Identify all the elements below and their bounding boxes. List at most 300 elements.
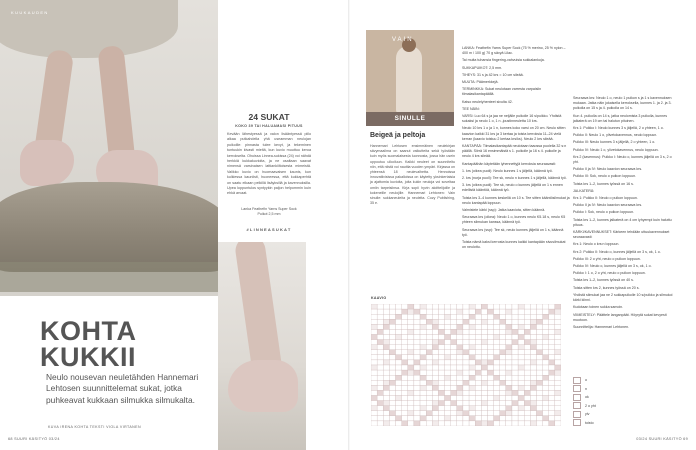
chart-cell (389, 319, 395, 324)
chart-cell (555, 390, 561, 395)
chart-cell (524, 324, 530, 329)
chart-cell (481, 360, 487, 365)
chart-cell (500, 345, 506, 350)
chart-cell (469, 416, 475, 421)
chart-cell (377, 360, 383, 365)
chart-cell (438, 350, 444, 355)
chart-cell (420, 390, 426, 395)
legend-label: 2 o yht (585, 403, 596, 408)
chart-cell (383, 370, 389, 375)
chart-cell (536, 416, 542, 421)
chart-cell (536, 335, 542, 340)
chart-cell (506, 350, 512, 355)
chart-cell (536, 380, 542, 385)
chart-cell (414, 309, 420, 314)
chart-cell (481, 340, 487, 345)
chart-cell (487, 304, 493, 309)
chart-cell (524, 350, 530, 355)
chart-cell (506, 390, 512, 395)
chart-cell (500, 421, 506, 426)
chart-cell (549, 401, 555, 406)
col2-paragraph: SUKKAPUIKOT: 2,5 mm. (462, 65, 503, 70)
chart-cell (457, 329, 463, 334)
chart-cell (549, 421, 555, 426)
chart-cell (524, 396, 530, 401)
chart-cell (530, 360, 536, 365)
chart-cell (383, 365, 389, 370)
chart-cell (481, 309, 487, 314)
chart-cell (432, 385, 438, 390)
chart-cell (438, 314, 444, 319)
col2-paragraph: Kantapäähän käytetään lyhennettyjä kerroksia seuraavasti: (462, 161, 557, 166)
chart-cell (543, 309, 549, 314)
chart-cell (383, 340, 389, 345)
chart-cell (524, 411, 530, 416)
col2-paragraph: VARSI: Luo 64 s ja jaa ne neljälle puikolle 16 s/puikko. Yhdistä sukaksi ja neulo 1 o, 1 n -joustinneuletta 10 krs. (462, 114, 562, 124)
chart-cell (475, 329, 481, 334)
chart-cell (536, 319, 542, 324)
chart-cell (445, 416, 451, 421)
chart-cell (408, 401, 414, 406)
chart-cell (536, 375, 542, 380)
chart-cell (389, 385, 395, 390)
chart-cell (543, 406, 549, 411)
chart-cell (402, 370, 408, 375)
chart-cell (432, 350, 438, 355)
chart-cell (371, 314, 377, 319)
chart-cell (420, 406, 426, 411)
chart-cell (389, 390, 395, 395)
chart-cell (536, 370, 542, 375)
chart-cell (524, 314, 530, 319)
chart-cell (457, 370, 463, 375)
chart-cell (530, 416, 536, 421)
chart-cell (451, 380, 457, 385)
chart-cell (475, 385, 481, 390)
chart-cell (402, 396, 408, 401)
chart-cell (463, 345, 469, 350)
chart-cell (383, 329, 389, 334)
chart-cell (549, 355, 555, 360)
page-footer-right: 03/24 SUURI KÄSITYÖ 69 (636, 437, 688, 441)
chart-cell (389, 370, 395, 375)
chart-cell (445, 345, 451, 350)
chart-cell (457, 314, 463, 319)
chart-cell (530, 380, 536, 385)
chart-cell (377, 406, 383, 411)
legend-item (573, 419, 633, 428)
chart-cell (377, 421, 383, 426)
chart-cell (494, 340, 500, 345)
chart-cell (475, 350, 481, 355)
chart-cell (469, 411, 475, 416)
chart-cell (475, 370, 481, 375)
chart-cell (451, 350, 457, 355)
chart-cell (506, 304, 512, 309)
chart-cell (371, 319, 377, 324)
col3-paragraph: Toista krs 1–2, kunnes työssä on 40 s. (573, 278, 634, 283)
chart-cell (530, 304, 536, 309)
chart-cell (549, 329, 555, 334)
chart-cell (512, 385, 518, 390)
chart-cell (487, 385, 493, 390)
chart-cell (494, 345, 500, 350)
chart-cell (426, 319, 432, 324)
chart-cell (426, 350, 432, 355)
chart-cell (475, 411, 481, 416)
chart-cell (396, 345, 402, 350)
chart-cell (402, 345, 408, 350)
chart-cell (506, 365, 512, 370)
chart-cell (457, 411, 463, 416)
chart-cell (402, 416, 408, 421)
chart-cell (463, 375, 469, 380)
chart-cell (487, 370, 493, 375)
chart-cell (481, 411, 487, 416)
chart-cell (469, 380, 475, 385)
chart-cell (408, 314, 414, 319)
chart-cell (469, 350, 475, 355)
chart-cell (402, 324, 408, 329)
chart-cell (500, 335, 506, 340)
chart-cell (512, 304, 518, 309)
chart-cell (389, 355, 395, 360)
chart-cell (512, 360, 518, 365)
chart-cell (481, 324, 487, 329)
chart-cell (555, 370, 561, 375)
chart-cell (432, 324, 438, 329)
legend-label: n (585, 386, 587, 391)
chart-cell (396, 385, 402, 390)
chart-cell (396, 380, 402, 385)
chart-cell (475, 390, 481, 395)
chart-cell (524, 365, 530, 370)
col3-paragraph: Puikko I: 1 o, 2 o yht, neulo o puikon loppuun. (573, 271, 646, 276)
chart-cell (408, 350, 414, 355)
chart-cell (377, 340, 383, 345)
chart-cell (530, 385, 536, 390)
chart-cell (481, 380, 487, 385)
chart-cell (445, 406, 451, 411)
chart-cell (457, 340, 463, 345)
col3-paragraph: Kudotaan toinen sukka samoin. (573, 305, 624, 310)
chart-cell (432, 335, 438, 340)
chart-cell (543, 329, 549, 334)
chart-cell (481, 401, 487, 406)
chart-cell (494, 421, 500, 426)
chart-cell (438, 304, 444, 309)
chart-cell (518, 319, 524, 324)
chart-cell (518, 421, 524, 426)
col3-paragraph: Toista krs 1–2, kunnes jalkaterä on 4 cm lyhyempi kuin haluttu pituus. (573, 217, 672, 227)
chart-cell (420, 304, 426, 309)
chart-cell (371, 370, 377, 375)
chart-cell (487, 390, 493, 395)
chart-cell (402, 421, 408, 426)
chart-cell (371, 421, 377, 426)
chart-cell (396, 396, 402, 401)
chart-cell (494, 365, 500, 370)
chart-cell (445, 411, 451, 416)
chart-cell (543, 335, 549, 340)
chart-cell (494, 350, 500, 355)
chart-cell (518, 329, 524, 334)
chart-cell (530, 345, 536, 350)
chart-cell (426, 309, 432, 314)
chart-cell (432, 309, 438, 314)
chart-cell (383, 319, 389, 324)
chart-cell (383, 304, 389, 309)
chart-cell (500, 324, 506, 329)
chart-cell (481, 350, 487, 355)
chart-label: KAAVIO (371, 296, 387, 300)
chart-cell (438, 319, 444, 324)
legend-swatch (573, 394, 581, 401)
col3-paragraph: Puikko III: Neulo kunnes 3 s jäljellä, 2 o yhteen, 1 o. (573, 140, 656, 145)
legend-label: ok (585, 395, 589, 399)
chart-cell (451, 355, 457, 360)
chart-cell (408, 335, 414, 340)
legend-swatch (573, 419, 581, 426)
chart-cell (420, 396, 426, 401)
chart-cell (536, 304, 542, 309)
chart-cell (426, 370, 432, 375)
chart-cell (524, 370, 530, 375)
chart-cell (377, 335, 383, 340)
chart-cell (518, 380, 524, 385)
chart-cell (518, 401, 524, 406)
chart-cell (383, 401, 389, 406)
chart-cell (463, 416, 469, 421)
chart-cell (438, 309, 444, 314)
chart-cell (543, 370, 549, 375)
chart-cell (451, 345, 457, 350)
chart-cell (543, 401, 549, 406)
chart-cell (463, 385, 469, 390)
chart-cell (457, 380, 463, 385)
chart-cell (371, 365, 377, 370)
chart-cell (506, 319, 512, 324)
chart-cell (494, 355, 500, 360)
chart-cell (371, 340, 377, 345)
chart-cell (543, 350, 549, 355)
chart-cell (438, 345, 444, 350)
chart-cell (500, 396, 506, 401)
col3-paragraph: Puikko I: Sok, neulo o puikon loppuun. (573, 210, 635, 215)
chart-cell (432, 380, 438, 385)
chart-cell (389, 314, 395, 319)
chart-cell (389, 380, 395, 385)
chart-cell (432, 360, 438, 365)
chart-cell (432, 406, 438, 411)
chart-cell (500, 365, 506, 370)
chart-cell (402, 319, 408, 324)
col3-paragraph: Kun 4. puikolla on 14 s, jatka neulomista 3 puikolla, kunnes jalkaterä on 19 cm tai halutun pituinen. (573, 113, 668, 123)
chart-cell (451, 375, 457, 380)
chart-cell (383, 335, 389, 340)
chart-cell (377, 304, 383, 309)
chart-cell (469, 370, 475, 375)
chart-cell (420, 360, 426, 365)
chart-cell (445, 390, 451, 395)
chart-cell (451, 365, 457, 370)
chart-cell (487, 360, 493, 365)
chart-cell (500, 390, 506, 395)
chart-cell (512, 390, 518, 395)
chart-cell (549, 380, 555, 385)
chart-cell (426, 360, 432, 365)
chart-cell (402, 375, 408, 380)
chart-cell (506, 355, 512, 360)
chart-cell (383, 324, 389, 329)
col3-paragraph: Toista sitten krs 2, kunnes työssä on 20 s. (573, 285, 640, 290)
chart-cell (445, 350, 451, 355)
chart-cell (481, 390, 487, 395)
chart-cell (549, 314, 555, 319)
chart-cell (463, 390, 469, 395)
chart-cell (371, 380, 377, 385)
chart-cell (512, 396, 518, 401)
chart-cell (377, 370, 383, 375)
chart-cell (469, 324, 475, 329)
chart-cell (524, 335, 530, 340)
chart-cell (530, 365, 536, 370)
chart-cell (530, 390, 536, 395)
chart-cell (408, 340, 414, 345)
chart-cell (463, 360, 469, 365)
col3-paragraph: Suunnittelija: Hannemari Lehtonen. (573, 324, 630, 329)
chart-cell (481, 319, 487, 324)
chart-cell (377, 314, 383, 319)
chart-cell (524, 406, 530, 411)
chart-cell (420, 370, 426, 375)
chart-cell (432, 340, 438, 345)
chart-cell (524, 304, 530, 309)
chart-cell (457, 324, 463, 329)
chart-cell (414, 329, 420, 334)
chart-cell (389, 324, 395, 329)
chart-cell (414, 314, 420, 319)
chart-cell (524, 421, 530, 426)
chart-cell (555, 380, 561, 385)
chart-cell (530, 314, 536, 319)
chart-cell (555, 375, 561, 380)
chart-cell (445, 375, 451, 380)
chart-cell (549, 370, 555, 375)
chart-cell (402, 340, 408, 345)
chart-cell (487, 416, 493, 421)
chart-cell (487, 340, 493, 345)
chart-cell (512, 345, 518, 350)
chart-cell (469, 340, 475, 345)
chart-cell (506, 396, 512, 401)
yarn-info: Lanka Feathefin Yarns Super Sock Puikot 2,5 mm (241, 207, 297, 217)
chart-cell (475, 340, 481, 345)
chart-cell (383, 375, 389, 380)
chart-cell (445, 335, 451, 340)
chart-cell (383, 390, 389, 395)
chart-cell (518, 411, 524, 416)
chart-cell (457, 319, 463, 324)
chart-cell (494, 411, 500, 416)
chart-cell (432, 304, 438, 309)
chart-cell (420, 385, 426, 390)
chart-cell (536, 324, 542, 329)
chart-cell (402, 380, 408, 385)
chart-cell (536, 396, 542, 401)
chart-cell (463, 304, 469, 309)
chart-cell (445, 401, 451, 406)
chart-cell (536, 360, 542, 365)
chart-cell (396, 304, 402, 309)
chart-cell (524, 355, 530, 360)
chart-cell (445, 360, 451, 365)
chart-cell (420, 340, 426, 345)
chart-cell (543, 390, 549, 395)
chart-cell (518, 370, 524, 375)
chart-cell (506, 309, 512, 314)
chart-cell (408, 324, 414, 329)
chart-cell (414, 340, 420, 345)
col3-paragraph: Seuraava krs: Neulo 1 o, neulo 1 puikon s ja 1 s kavennuksen mukaan. Jatka näin jokaisella kerroksella, kunnes 1. ja 2. ja 3. puikolla on 15 s ja 4. puikolla on 14 s. (573, 96, 672, 111)
chart-cell (389, 304, 395, 309)
chart-cell (371, 355, 377, 360)
chart-cell (432, 375, 438, 380)
chart-cell (408, 416, 414, 421)
section-tag: KUUKAUDEN (11, 10, 49, 15)
chart-cell (414, 319, 420, 324)
chart-cell (518, 375, 524, 380)
chart-cell (426, 329, 432, 334)
chart-cell (530, 309, 536, 314)
chart-cell (451, 396, 457, 401)
chart-cell (438, 416, 444, 421)
chart-cell (438, 385, 444, 390)
col3-paragraph: Toista krs 1–2, kunnes työssä on 16 s. (573, 181, 634, 186)
chart-cell (432, 370, 438, 375)
legend-swatch (573, 377, 581, 384)
col2-paragraph: KANTAPÄÄ: Tiimalasikantapää neulotaan taaossa puolella 32 s:n päällä. Siirrä 16 ensimmäistä s 1. puikolle ja 16 s 4. puikolle ja neulo 4 krs sileää. (462, 144, 567, 159)
chart-cell (396, 324, 402, 329)
chart-cell (389, 421, 395, 426)
chart-cell (530, 421, 536, 426)
chart-cell (512, 335, 518, 340)
chart-cell (408, 345, 414, 350)
chart-cell (383, 314, 389, 319)
hashtag: #LINNEASUKAT (246, 227, 292, 232)
col2-paragraph: Tai muita tuhansia fingering-vahvuisia sukkalankoja. (462, 58, 545, 63)
col2-paragraph: Seuraava krs (ssp): Tee sk, neulo kunnes jäljellä on 1 s, käännä työ. (462, 227, 564, 237)
chart-cell (500, 380, 506, 385)
chart-cell (414, 360, 420, 365)
chart-cell (383, 411, 389, 416)
chart-cell (536, 421, 542, 426)
chart-cell (408, 375, 414, 380)
chart-cell (469, 355, 475, 360)
chart-cell (377, 329, 383, 334)
chart-cell (396, 309, 402, 314)
chart-cell (500, 350, 506, 355)
knitting-chart (371, 304, 561, 426)
chart-cell (402, 390, 408, 395)
chart-cell (543, 360, 549, 365)
chart-cell (396, 421, 402, 426)
chart-cell (469, 360, 475, 365)
chart-cell (463, 340, 469, 345)
chart-cell (438, 375, 444, 380)
chart-cell (371, 360, 377, 365)
chart-cell (451, 416, 457, 421)
